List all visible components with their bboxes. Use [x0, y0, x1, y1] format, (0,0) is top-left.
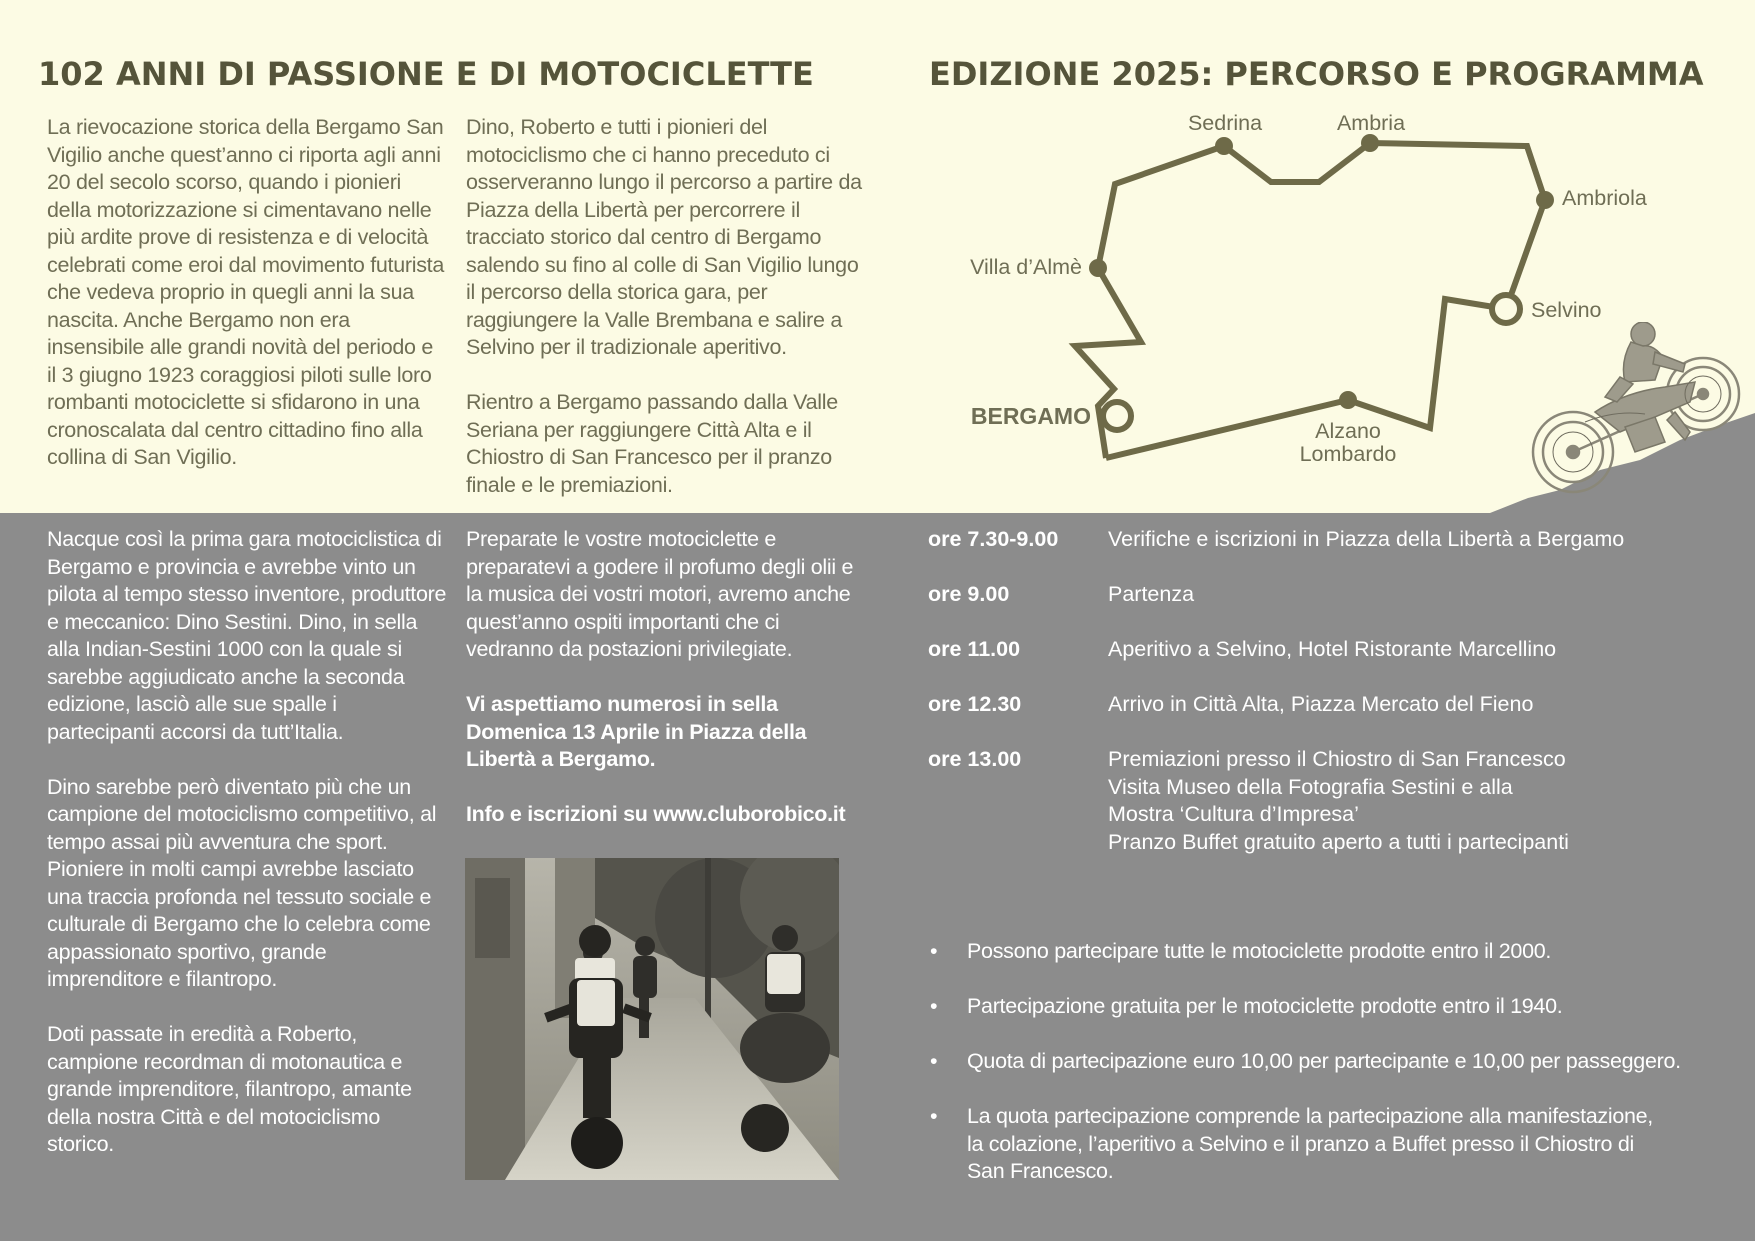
- schedule-desc-line: Partenza: [1108, 582, 1195, 606]
- event-date-text: Vi aspettiamo numerosi in sella Domenica 13 Aprile in Piazza della Libertà a Bergamo.: [466, 692, 807, 771]
- sedrina-label: Sedrina: [1187, 111, 1263, 135]
- invitation: [466, 526, 866, 829]
- rule-text: Quota di partecipazione euro 10,00 per partecipante e 10,00 per passeggero.: [967, 1049, 1681, 1073]
- history-text-1: Nacque così la prima gara motociclistica di Bergamo e provincia e avrebbe vinto un pilota al tempo stesso inventore, produttore e meccanico: Dino Sestini. Dino, in sella alla Indian-Sestini 1000 con la quale si sarebbe aggiudicato anche la seconda edizione, lasciò alle sue spalle i partecipanti accorsi da tutt’Italia.: [47, 527, 447, 744]
- history-text-2: Dino sarebbe però diventato più che un campione del motociclismo competitivo, al tempo assai più avventura che sport. Pioniere in molti campi avrebbe lasciato una traccia profonda nel tessuto sociale e culturale di Bergamo che lo celebra come appassionato sportivo, grande imprenditore e filantropo.: [47, 774, 437, 991]
- schedule-desc: [1108, 691, 1533, 719]
- alzano-label-1: Alzano: [1315, 419, 1381, 443]
- rule-item: [928, 938, 1728, 966]
- selvino-label: Selvino: [1531, 298, 1602, 322]
- schedule-desc: [1108, 746, 1569, 856]
- rule-item: [928, 993, 1728, 1021]
- schedule-desc: [1108, 636, 1556, 664]
- bergamo-label: BERGAMO: [970, 403, 1091, 429]
- participation-rules: [928, 938, 1728, 1213]
- motorcycle-rider-illustration: [1525, 322, 1755, 497]
- bergamo-marker: [1103, 402, 1131, 430]
- schedule-desc-line: Pranzo Buffet gratuito aperto a tutti i partecipanti: [1108, 829, 1569, 854]
- schedule-desc: [1108, 581, 1194, 609]
- ambria-label: Ambria: [1336, 111, 1406, 135]
- selvino-marker: [1492, 295, 1520, 323]
- villa-label: Villa d’Almè: [970, 255, 1082, 279]
- info-link[interactable]: Info e iscrizioni su www.cluborobico.it: [466, 802, 846, 826]
- schedule-time: ore 9.00: [928, 582, 1010, 606]
- invitation-text: Preparate le vostre motociclette e preparatevi a godere il profumo degli olii e la musica dei vostri motori, avremo anche quest’anno ospiti importanti che ci vedranno da postazioni privilegiate.: [466, 527, 854, 661]
- schedule-desc-line: Verifiche e iscrizioni in Piazza della Libertà a Bergamo: [1108, 527, 1625, 551]
- schedule-desc-line: Aperitivo a Selvino, Hotel Ristorante Marcellino: [1108, 637, 1557, 661]
- rule-item: [928, 1048, 1728, 1076]
- schedule-desc-line: Visita Museo della Fotografia Sestini e alla: [1108, 774, 1513, 799]
- villa-marker: [1089, 259, 1107, 277]
- schedule-time: ore 13.00: [928, 747, 1022, 771]
- schedule-time: ore 11.00: [928, 637, 1021, 661]
- bullet-icon: •: [930, 1049, 938, 1073]
- alzano-label-2: Lombardo: [1299, 442, 1397, 466]
- history-text-3: Doti passate in eredità a Roberto, campione recordman di motonautica e grande imprenditore, filantropo, amante della nostra Città e del motociclismo storico.: [47, 1022, 412, 1156]
- schedule-desc-line: Mostra ‘Cultura d’Impresa’: [1108, 802, 1359, 826]
- history-intro-text: La rievocazione storica della Bergamo San Vigilio anche quest’anno ci riporta agli anni 20 del secolo scorso, quando i pionieri della motorizzazione si cimentavano nelle più ardite prove di resistenza e di velocità celebrati come eroi dal movimento futurista che vedeva proprio in quegli anni la sua nascita. Anche Bergamo non era insensibile alle grandi novità del periodo e il 3 giugno 1923 coraggiosi piloti sulle loro rombanti motociclette si sfidarono in una cronoscalata dal centro cittadino fino alla collina di San Vigilio.: [47, 115, 444, 469]
- alzano-marker: [1339, 391, 1357, 409]
- riders-photo: [465, 858, 839, 1180]
- ambriola-marker: [1536, 191, 1554, 209]
- bullet-icon: •: [930, 1104, 938, 1128]
- route-text-2: Rientro a Bergamo passando dalla Valle Seriana per raggiungere Città Alta e il Chiostro di San Francesco per il pranzo finale e le premiazioni.: [466, 390, 838, 497]
- schedule-desc: [1108, 526, 1624, 554]
- rule-text: La quota partecipazione comprende la partecipazione alla manifestazione, la colazione, l’aperitivo a Selvino e il pranzo a Buffet presso il Chiostro di San Francesco.: [967, 1104, 1653, 1183]
- bullet-icon: •: [930, 939, 938, 963]
- sedrina-marker: [1215, 137, 1233, 155]
- ambria-marker: [1361, 134, 1379, 152]
- schedule-time: ore 12.30: [928, 692, 1022, 716]
- left-title: 102 ANNI DI PASSIONE E DI MOTOCICLETTE: [38, 55, 814, 93]
- rule-text: Partecipazione gratuita per le motociclette prodotte entro il 1940.: [967, 994, 1563, 1018]
- right-title: EDIZIONE 2025: PERCORSO E PROGRAMMA: [929, 55, 1704, 93]
- ambriola-label: Ambriola: [1562, 186, 1647, 210]
- schedule-time: ore 7.30-9.00: [928, 527, 1059, 551]
- schedule-desc-line: Premiazioni presso il Chiostro di San Francesco: [1108, 747, 1566, 771]
- route-text-1: Dino, Roberto e tutti i pionieri del motociclismo che ci hanno preceduto ci osserveranno lungo il percorso a partire da Piazza della Libertà per percorrere il tracciato storico dal centro di Bergamo salendo su fino al colle di San Vigilio lungo il percorso della storica gara, per raggiungere la Valle Brembana e salire a Selvino per il tradizionale aperitivo.: [466, 115, 862, 359]
- bullet-icon: •: [930, 994, 938, 1018]
- history-continued: [47, 526, 447, 1159]
- rule-text: Possono partecipare tutte le motociclette prodotte entro il 2000.: [967, 939, 1552, 963]
- rule-item: [928, 1103, 1667, 1186]
- schedule-desc-line: Arrivo in Città Alta, Piazza Mercato del Fieno: [1108, 692, 1534, 716]
- route-line: [1075, 143, 1545, 458]
- route-map: [0, 0, 1755, 520]
